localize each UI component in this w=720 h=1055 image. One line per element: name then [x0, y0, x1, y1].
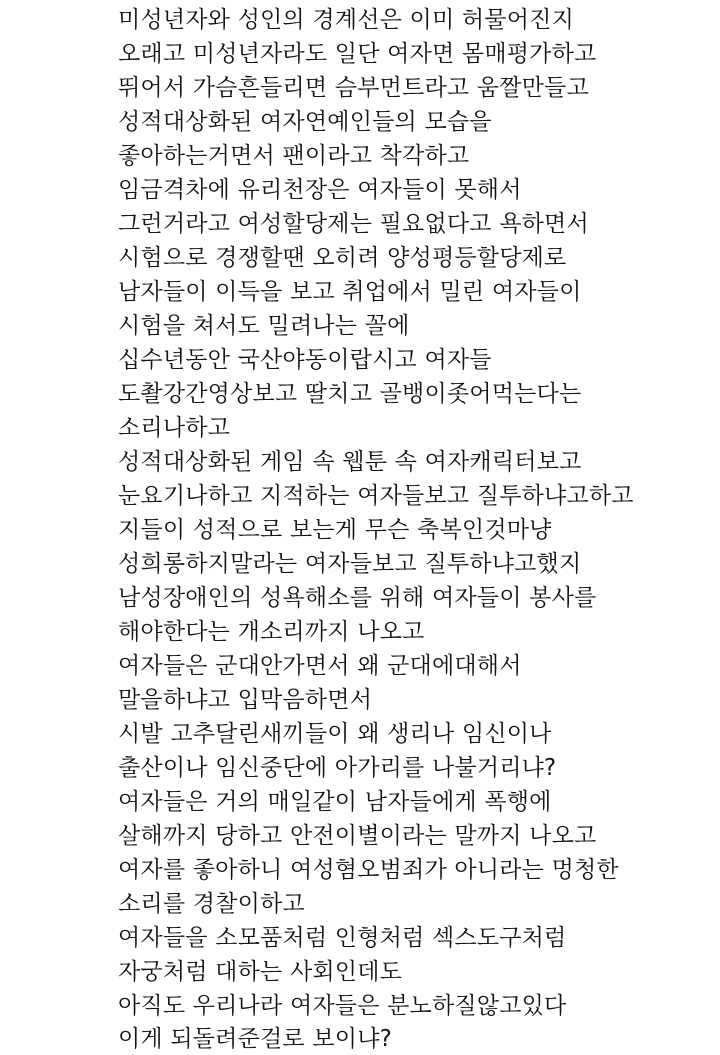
text-line: 오래고 미성년자라도 일단 여자면 몸매평가하고 — [118, 41, 597, 67]
text-line: 여자들은 거의 매일같이 남자들에게 폭행에 — [118, 789, 552, 815]
text-line: 좋아하는거면서 팬이라고 착각하고 — [118, 143, 470, 169]
text-line: 여자들은 군대안가면서 왜 군대에대해서 — [118, 653, 522, 679]
text-line: 자궁처럼 대하는 사회인데도 — [118, 959, 403, 985]
text-line: 미성년자와 성인의 경계선은 이미 허물어진지 — [118, 7, 574, 33]
text-line: 성적대상화된 게임 속 웹툰 속 여자캐릭터보고 — [118, 449, 582, 475]
text-line: 시험으로 경쟁할땐 오히려 양성평등할당제로 — [118, 245, 567, 271]
text-line: 시험을 쳐서도 밀려나는 꼴에 — [118, 313, 410, 339]
text-line: 뛰어서 가슴흔들리면 슴부먼트라고 움짤만들고 — [118, 75, 589, 101]
text-line: 남성장애인의 성욕해소를 위해 여자들이 봉사를 — [118, 585, 597, 611]
text-line: 살해까지 당하고 안전이별이라는 말까지 나오고 — [118, 823, 597, 849]
text-line: 여자들을 소모품처럼 인형처럼 섹스도구처럼 — [118, 925, 567, 951]
text-line: 성희롱하지말라는 여자들보고 질투하냐고했지 — [118, 551, 582, 577]
text-line: 소리나하고 — [118, 415, 231, 441]
text-line: 눈요기나하고 지적하는 여자들보고 질투하냐고하고 — [118, 483, 634, 509]
text-line: 여자를 좋아하니 여성혐오범죄가 아니라는 멍청한 — [118, 857, 619, 883]
text-line: 이게 되돌려준걸로 보이냐? — [118, 1026, 393, 1052]
text-line: 남자들이 이득을 보고 취업에서 밀린 여자들이 — [118, 279, 582, 305]
text-line: 성적대상화된 여자연예인들의 모습을 — [118, 109, 492, 135]
text-line: 임금격차에 유리천장은 여자들이 못해서 — [118, 177, 522, 203]
text-line: 아직도 우리나라 여자들은 분노하질않고있다 — [118, 993, 567, 1019]
text-line: 도촬강간영상보고 딸치고 골뱅이좃어먹는다는 — [118, 381, 582, 407]
text-line: 해야한다는 개소리까지 나오고 — [118, 619, 425, 645]
text-line: 출산이나 임신중단에 아가리를 나불거리냐? — [118, 755, 557, 781]
text-line: 십수년동안 국산야동이랍시고 여자들 — [118, 347, 492, 373]
text-line: 시발 고추달린새끼들이 왜 생리나 임신이나 — [118, 721, 552, 747]
text-line: 그런거라고 여성할당제는 필요없다고 욕하면서 — [118, 211, 589, 237]
text-line: 말을하냐고 입막음하면서 — [118, 687, 373, 713]
text-line: 지들이 성적으로 보는게 무슨 축복인것마냥 — [118, 517, 552, 543]
text-line: 소리를 경찰이하고 — [118, 891, 305, 917]
